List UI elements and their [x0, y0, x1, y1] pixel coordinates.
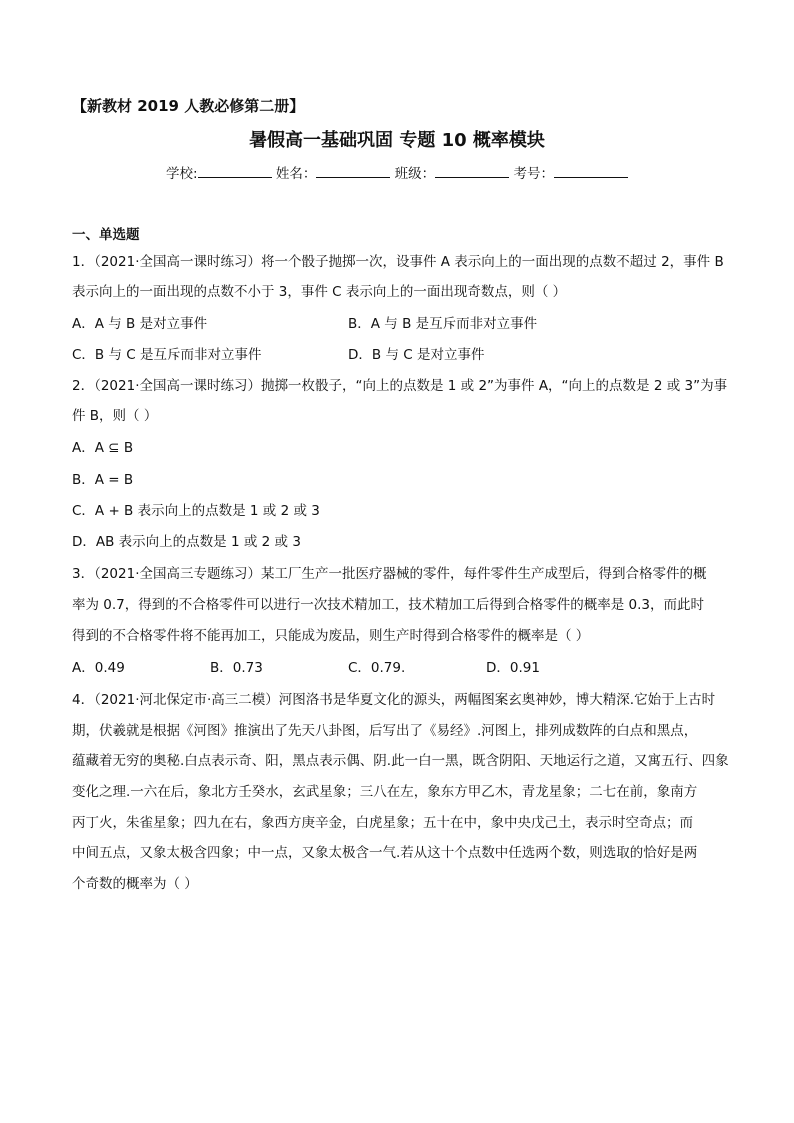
q2-option-c: C．A + B 表示向上的点数是 1 或 2 或 3: [72, 503, 320, 519]
student-info-line: [0, 162, 794, 182]
q4-stem-line2: 期，伏羲就是根据《河图》推演出了先天八卦图，后写出了《易经》.河图上，排列成数阵的白点和黑点，: [72, 723, 698, 739]
q1-option-a: A．A 与 B 是对立事件: [72, 316, 208, 332]
q3-option-a: A．0.49: [72, 660, 125, 676]
name-label: 姓名：: [275, 166, 317, 182]
name-blank[interactable]: [316, 165, 390, 178]
q1-option-d: D．B 与 C 是对立事件: [348, 347, 485, 363]
q4-stem-line3: 蕴藏着无穷的奥秘.白点表示奇、阳，黑点表示偶、阴.此一白一黑，既含阴阳、天地运行之道，又寓五行、四象: [72, 753, 729, 769]
exam-no-blank[interactable]: [554, 165, 628, 178]
q2-stem-line1: 2．（2021·全国高一课时练习）抛掷一枚骰子，“向上的点数是 1 或 2”为事件 A，“向上的点数是 2 或 3”为事: [72, 378, 728, 394]
q2-stem-line2: 件 B，则（ ）: [72, 408, 158, 424]
q3-option-c: C．0.79.: [348, 660, 406, 676]
class-label: 班级：: [394, 166, 436, 182]
q3-stem-line3: 得到的不合格零件将不能再加工，只能成为废品，则生产时得到合格零件的概率是（ ）: [72, 628, 590, 644]
q4-stem-line6: 中间五点，又象太极含四象；中一点，又象太极含一气.若从这十个点数中任选两个数，则选取的恰好是两: [72, 845, 698, 861]
q2-option-a: A．A ⊆ B: [72, 440, 134, 456]
q4-stem-line5: 丙丁火，朱雀星象；四九在右，象西方庚辛金，白虎星象；五十在中，象中央戊己土，表示时空奇点；而: [72, 815, 693, 831]
q4-stem-line7: 个奇数的概率为（ ）: [72, 876, 198, 892]
q4-stem-line4: 变化之理.一六在后，象北方壬癸水，玄武星象；三八在左，象东方甲乙木，青龙星象；二七在前，象南方: [72, 784, 698, 800]
q2-option-b: B．A = B: [72, 472, 134, 488]
q1-stem-line1: 1．（2021·全国高一课时练习）将一个骰子抛掷一次，设事件 A 表示向上的一面出现的点数不超过 2，事件 B: [72, 254, 724, 270]
q1-stem-line2: 表示向上的一面出现的点数不小于 3，事件 C 表示向上的一面出现奇数点，则（ ）: [72, 284, 567, 300]
page-title: 暑假高一基础巩固 专题 10 概率模块: [249, 130, 545, 151]
q3-stem-line2: 率为 0.7，得到的不合格零件可以进行一次技术精加工，技术精加工后得到合格零件的概率是 0.3，而此时: [72, 597, 705, 613]
q2-option-d: D．AB 表示向上的点数是 1 或 2 或 3: [72, 534, 301, 550]
school-label: 学校:: [166, 166, 198, 182]
header-tag: 【新教材 2019 人教必修第二册】: [72, 97, 305, 115]
q3-option-d: D．0.91: [486, 660, 540, 676]
school-blank[interactable]: [198, 165, 272, 178]
q1-option-c: C．B 与 C 是互斥而非对立事件: [72, 347, 262, 363]
q4-stem-line1: 4．（2021·河北保定市·高三二模）河图洛书是华夏文化的源头，两幅图案玄奥神妙，博大精深.它始于上古时: [72, 692, 716, 708]
q3-stem-line1: 3．（2021·全国高三专题练习）某工厂生产一批医疗器械的零件，每件零件生产成型后，得到合格零件的概: [72, 566, 707, 582]
class-blank[interactable]: [435, 165, 509, 178]
q3-option-b: B．0.73: [210, 660, 263, 676]
section-heading: 一、单选题: [72, 227, 140, 243]
q1-option-b: B．A 与 B 是互斥而非对立事件: [348, 316, 538, 332]
exam-no-label: 考号：: [513, 166, 554, 182]
